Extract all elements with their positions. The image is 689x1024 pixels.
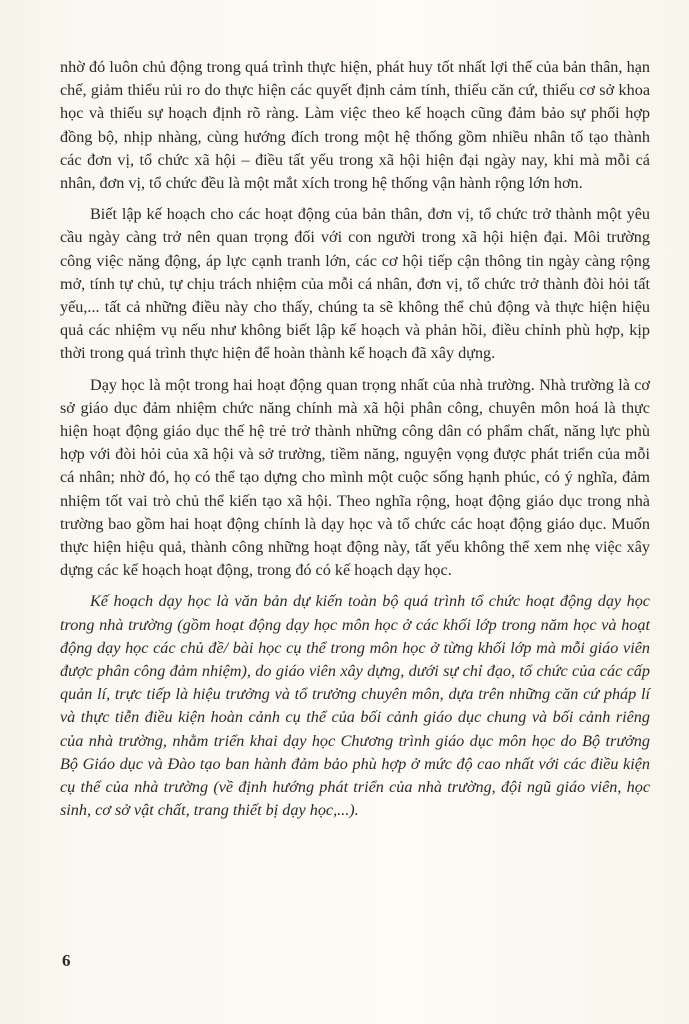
page-number: 6 xyxy=(62,951,71,970)
paragraph-teaching-plan-definition: Kế hoạch dạy học là văn bản dự kiến toàn bộ quá trình tổ chức hoạt động dạy học trong nhà trường (gồm hoạt động dạy học môn học ở các khối lớp trong năm học và hoạt động dạy học các chủ đề/ bài học cụ thể trong môn học ở từng khối lớp mà mỗi giáo viên được phân công đảm nhiệm), do giáo viên xây dựng, dưới sự chỉ đạo, tổ chức của các cấp quản lí, trực tiếp là hiệu trưởng và tổ trưởng chuyên môn, dựa trên những căn cứ pháp lí và thực tiễn điều kiện hoàn cảnh cụ thể của bối cảnh giáo dục chung và bối cảnh riêng của nhà trường, nhằm triển khai dạy học Chương trình giáo dục môn học do Bộ trưởng Bộ Giáo dục và Đào tạo ban hành đảm bảo phù hợp ở mức độ cao nhất với các điều kiện cụ thể của nhà trường (về định hướng phát triển của nhà trường, đội ngũ giáo viên, học sinh, cơ sở vật chất, trang thiết bị dạy học,...). xyxy=(60,592,650,820)
paragraph-teaching-activity: Dạy học là một trong hai hoạt động quan trọng nhất của nhà trường. Nhà trường là cơ sở giáo dục đảm nhiệm chức năng chính mà xã hội phân công, chuyên môn hoá là thực hiện hoạt động giáo dục thế hệ trẻ trở thành những công dân có phẩm chất, năng lực phù hợp với đòi hỏi của xã hội và sở trường, tiềm năng, nguyện vọng được phát triển của mỗi cá nhân; nhờ đó, họ có thể tạo dựng cho mình một cuộc sống hạnh phúc, có ý nghĩa, đảm nhiệm tốt vai trò chủ thể kiến tạo xã hội. Theo nghĩa rộng, hoạt động giáo dục trong nhà trường bao gồm hai hoạt động chính là dạy học và tổ chức các hoạt động giáo dục. Muốn thực hiện hiệu quả, thành công những hoạt động này, tất yếu không thể xem nhẹ việc xây dựng các kế hoạch hoạt động, trong đó có kế hoạch dạy học. xyxy=(60,375,650,580)
paragraph-continuation: nhờ đó luôn chủ động trong quá trình thực hiện, phát huy tốt nhất lợi thế của bản thân, hạn chế, giảm thiểu rủi ro do thực hiện các quyết định cảm tính, thiếu căn cứ, thiếu cơ sở khoa học và thiếu sự hoạch định rõ ràng. Làm việc theo kế hoạch cũng đảm bảo sự phối hợp đồng bộ, nhịp nhàng, cùng hướng đích trong một hệ thống gồm nhiều nhân tố tạo thành các đơn vị, tổ chức xã hội – điều tất yếu trong xã hội hiện đại ngày nay, khi mà mỗi cá nhân, đơn vị, tổ chức đều là một mắt xích trong hệ thống vận hành rộng lớn hơn. xyxy=(60,58,650,193)
paragraph-planning-importance: Biết lập kế hoạch cho các hoạt động của bản thân, đơn vị, tổ chức trở thành một yêu cầu ngày càng trở nên quan trọng đối với con người trong xã hội hiện đại. Môi trường công việc năng động, áp lực cạnh tranh lớn, các cơ hội tiếp cận thông tin ngày càng rộng mở, tính tự chủ, tự chịu trách nhiệm của mỗi cá nhân, đơn vị, tổ chức trở thành đòi hỏi tất yếu,... tất cả những điều này cho thấy, chúng ta sẽ không thể chủ động và thực hiện hiệu quả các nhiệm vụ nếu như không biết lập kế hoạch và phản hồi, điều chỉnh phù hợp, kịp thời trong quá trình thực hiện để hoàn thành kế hoạch đã xây dựng. xyxy=(60,205,650,363)
page-body xyxy=(60,56,650,831)
